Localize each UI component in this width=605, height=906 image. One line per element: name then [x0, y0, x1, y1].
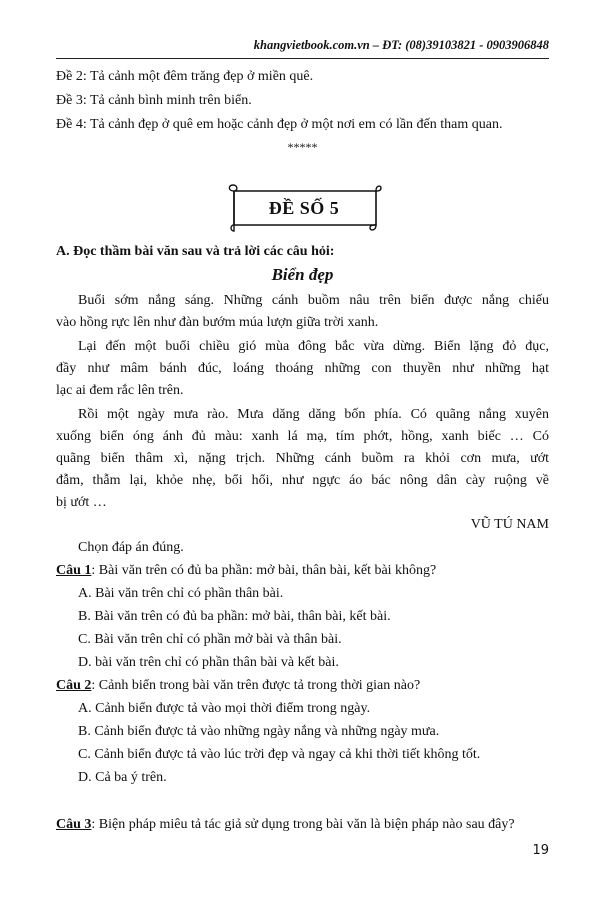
question-text: : Cảnh biển trong bài văn trên được tả trong thời gian nào? — [91, 678, 421, 693]
page-header: khangvietbook.com.vn – ĐT: (08)39103821 - 0903906848 — [253, 38, 549, 52]
topic-4: Đề 4: Tả cảnh đẹp ở quê em hoặc cảnh đẹp ở một nơi em có lần đến tham quan. — [56, 117, 503, 132]
instruction: Chọn đáp án đúng. — [78, 540, 184, 555]
question-1 — [56, 561, 549, 581]
passage-line: lạc ai đem rắc lên trên. — [56, 383, 184, 398]
question-label: Câu 3 — [56, 817, 92, 832]
passage-line: Buổi sớm nắng sáng. Những cánh buồm nâu trên biển được nắng chiếu — [78, 293, 549, 308]
header-divider — [56, 58, 549, 59]
question-text: : Biện pháp miêu tả tác giả sử dụng trong bài văn là biện pháp nào sau đây? — [91, 817, 515, 832]
topic-3: Đề 3: Tả cảnh bình minh trên biển. — [56, 93, 252, 108]
passage-line: đẫm, thẫm lại, khỏe nhẹ, bổi hổi, như ngực áo bác nông dân cày ruộng về — [56, 473, 549, 488]
passage-line: bị ướt … — [56, 495, 107, 510]
question-text: : Bài văn trên có đủ ba phần: mở bài, thân bài, kết bài không? — [91, 563, 437, 578]
question-3 — [56, 815, 549, 835]
passage-line: vào hồng rực lên như đàn bướm múa lượn giữa trời xanh. — [56, 315, 379, 330]
exam-title: ĐỀ SỐ 5 — [268, 197, 340, 218]
answer-option: C. Cảnh biển được tả vào lúc trời đẹp và ngay cả khi thời tiết không tốt. — [78, 747, 481, 762]
answer-option: B. Cảnh biển được tả vào những ngày nắng và những ngày mưa. — [78, 724, 440, 739]
question-label: Câu 2 — [56, 678, 92, 693]
answer-option: D. Cả ba ý trên. — [78, 770, 167, 785]
passage-line: Lại đến một buổi chiều gió mùa đông bắc vừa dừng. Biển lặng đỏ đục, — [78, 339, 549, 354]
answer-option: C. Bài văn trên chỉ có phần mở bài và thân bài. — [78, 632, 342, 647]
separator: ***** — [287, 140, 318, 154]
question-label: Câu 1 — [56, 563, 92, 578]
passage-title: Biển đẹp — [271, 265, 334, 284]
passage-author: VŨ TÚ NAM — [470, 517, 549, 532]
answer-option: D. bài văn trên chỉ có phần thân bài và kết bài. — [78, 655, 339, 670]
page-number: 19 — [532, 843, 549, 858]
section-heading: A. Đọc thầm bài văn sau và trả lời các câu hỏi: — [56, 244, 335, 259]
passage-line: Rồi một ngày mưa rào. Mưa dăng dăng bốn phía. Có quãng nắng xuyên — [78, 407, 549, 422]
answer-option: A. Bài văn trên chỉ có phần thân bài. — [78, 586, 284, 601]
answer-option: B. Bài văn trên có đủ ba phần: mở bài, thân bài, kết bài. — [78, 609, 391, 624]
question-2 — [56, 676, 549, 696]
passage-line: quãng biển thâm xì, nặng trịch. Những cánh buồm ra khỏi cơn mưa, ướt — [56, 451, 549, 466]
passage-line: đầy như mâm bánh đúc, loáng thoáng những con thuyền như những hạt — [56, 361, 549, 376]
passage-line: xuống biển óng ánh đủ màu: xanh lá mạ, tím phớt, hồng, xanh biếc … Có — [56, 429, 549, 444]
answer-option: A. Cảnh biển được tả vào mọi thời điểm trong ngày. — [78, 701, 371, 716]
topic-2: Đề 2: Tả cảnh một đêm trăng đẹp ở miền quê. — [56, 69, 314, 84]
